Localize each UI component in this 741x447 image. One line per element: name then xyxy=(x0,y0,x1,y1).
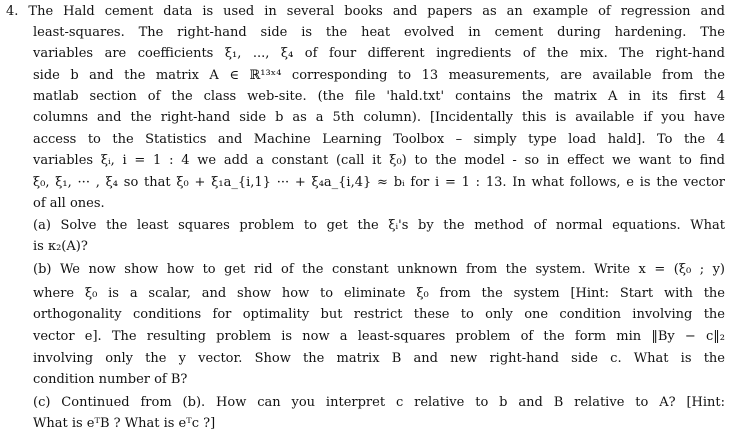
problem-line: What is eᵀB ? What is eᵀc ?] xyxy=(33,416,216,431)
problem-line: least-squares. The right-hand side is the heat evolved in cement during hardening. The xyxy=(33,25,725,40)
problem-line: side b and the matrix A ∈ ℝ¹³ˣ⁴ corresponding to 13 measurements, are available from the xyxy=(33,68,725,83)
problem-line: (c) Continued from (b). How can you interpret c relative to b and B relative to A? [Hint: xyxy=(33,395,725,410)
problem-line: of all ones. xyxy=(33,196,105,211)
problem-line: involving only the y vector. Show the matrix B and new right-hand side c. What is the xyxy=(33,351,725,366)
problem-line: matlab section of the class web-site. (the file 'hald.txt' contains the matrix A in its first 4 xyxy=(33,89,725,104)
problem-line: is κ₂(A)? xyxy=(33,239,88,254)
problem-line: 4. The Hald cement data is used in several books and papers as an example of regression and xyxy=(6,4,725,19)
problem-line: variables are coefficients ξ₁, ..., ξ₄ of four different ingredients of the mix. The right-hand xyxy=(33,46,725,61)
problem-line: where ξ₀ is a scalar, and show how to eliminate ξ₀ from the system [Hint: Start with the xyxy=(33,286,725,301)
problem-line: access to the Statistics and Machine Learning Toolbox – simply type load hald]. To the 4 xyxy=(33,132,725,147)
problem-line: vector e]. The resulting problem is now a least-squares problem of the form min ‖By − c‖₂ xyxy=(33,329,725,344)
problem-line: variables ξᵢ, i = 1 : 4 we add a constant (call it ξ₀) to the model - so in effect we want to find xyxy=(33,153,725,168)
problem-line: (b) We now show how to get rid of the constant unknown from the system. Write x = (ξ₀ ; y) xyxy=(33,262,725,277)
problem-line: (a) Solve the least squares problem to get the ξᵢ's by the method of normal equations. What xyxy=(33,218,725,233)
problem-line: ξ₀, ξ₁, ··· , ξ₄ so that ξ₀ + ξ₁a_{i,1} ··· + ξ₄a_{i,4} ≈ bᵢ for i = 1 : 13. In what follows, e is the vector xyxy=(33,175,725,190)
problem-line: columns and the right-hand side b as a 5th column). [Incidentally this is available if you have xyxy=(33,110,725,125)
problem-line: orthogonality conditions for optimality but restrict these to only one condition involving the xyxy=(33,307,725,322)
problem-line: condition number of B? xyxy=(33,372,188,387)
